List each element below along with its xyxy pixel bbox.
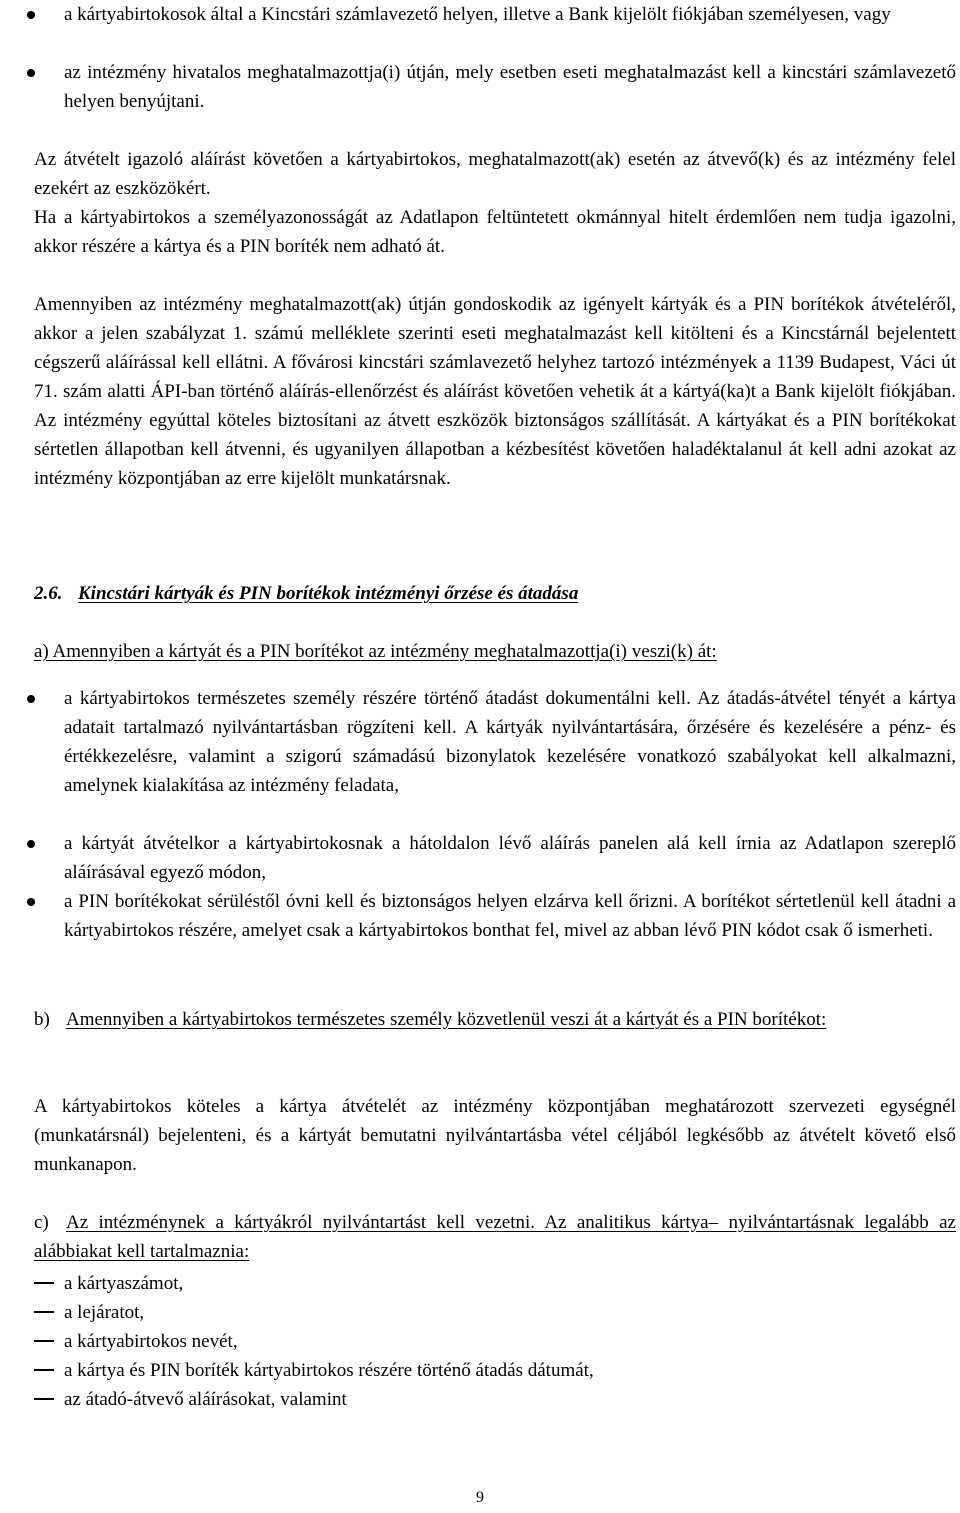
dash-icon [34, 1311, 54, 1313]
section-title: Kincstári kártyák és PIN borítékok intézményi őrzése és átadása [78, 583, 579, 604]
item-c-label: c) [34, 1212, 49, 1233]
dash-list-item: a kártyabirtokos nevét, [64, 1331, 238, 1352]
item-b-text: Amennyiben a kártyabirtokos természetes személy közvetlenül veszi át a kártyát és a PIN borítékot: [66, 1009, 827, 1030]
dash-list-item: az átadó-átvevő aláírásokat, valamint [64, 1389, 347, 1410]
section-heading [34, 579, 63, 608]
item-a-text: Amennyiben a kártyát és a PIN borítékot az intézmény meghatalmazottja(i) veszi(k) át: [52, 641, 717, 662]
item-a-label: a) [34, 641, 49, 662]
item-b-label: b) [34, 1009, 50, 1030]
list-item: a kártyabirtokosok által a Kincstári számlavezető helyen, illetve a Bank kijelölt fiókjában személyesen, vagy [64, 4, 891, 25]
paragraph-amennyiben: Amennyiben az intézmény meghatalmazott(ak) útján gondoskodik az igényelt kártyák és a PIN borítékok átvételéről, akkor a jelen szabályzat 1. számú melléklete szerinti eseti meghatalmazást kell kitölteni és a Kincstárnál bejelentett cégszerű aláírással kell ellátni. A fővárosi kincstári számlavezető helyhez tartozó intézmények a 1139 Budapest, Váci út 71. szám alatti ÁPI-ban történő aláírás-ellenőrzést és aláírást követően vehetik át a kártyá(ka)t a Bank kijelölt fiókjában. Az intézmény egyúttal köteles biztosítani az átvett eszközök biztonságos szállítását. A kártyákat és a PIN borítékokat sértetlen állapotban kell átvenni, és ugyanilyen állapotban a kézbesítést követően haladéktalanul át kell adni azokat az intézmény központjában az erre kijelölt munkatársnak. [34, 294, 956, 489]
paragraph-atvetelt: Az átvételt igazoló aláírást követően a kártyabirtokos, meghatalmazott(ak) esetén az átvevő(k) és az intézmény felel ezekért az eszközökért. [34, 149, 956, 199]
dash-list-item: a kártyaszámot, [64, 1273, 184, 1294]
list-item: az intézmény hivatalos meghatalmazottja(i) útján, mely esetben eseti meghatalmazást kell a kincstári számlavezető helyen benyújtani. [64, 62, 956, 112]
section-number: 2.6. [34, 583, 63, 604]
bullet-icon [27, 69, 35, 77]
dash-list-item: a lejáratot, [64, 1302, 145, 1323]
dash-icon [34, 1369, 54, 1371]
dash-icon [34, 1398, 54, 1400]
paragraph-ha: Ha a kártyabirtokos a személyazonosságát az Adatlapon feltüntetett okmánnyal hitelt érdemlően nem tudja igazolni, akkor részére a kártya és a PIN boríték nem adható át. [34, 207, 956, 257]
dash-icon [34, 1340, 54, 1342]
list-item: a kártyabirtokos természetes személy részére történő átadást dokumentálni kell. Az átadás-átvétel tényét a kártya adatait tartalmazó nyilvántartásban rögzíteni kell. A kártyák nyilvántartására, őrzésére és kezelésére a pénz- és értékkezelésre, valamint a szigorú számadású bizonylatok kezelésére vonatkozó szabályokat kell alkalmazni, amelynek kialakítása az intézmény feladata, [64, 688, 956, 796]
page-number: 9 [476, 1489, 484, 1506]
bullet-icon [27, 898, 35, 906]
item-c-text: Az intézménynek a kártyákról nyilvántartást kell vezetni. Az analitikus kártya– nyilvántartásnak legalább az alábbiakat kell tartalmaznia: [34, 1212, 956, 1262]
item-b-body: A kártyabirtokos köteles a kártya átvételét az intézmény központjában meghatározott szervezeti egységnél (munkatársnál) bejelenteni, és a kártyát bemutatni nyilvántartásba vétel céljából legkésőbb az átvételt követő első munkanapon. [34, 1096, 956, 1175]
list-item: a PIN borítékokat sérüléstől óvni kell és biztonságos helyen elzárva kell őrizni. A borítékot sértetlenül kell átadni a kártyabirtokos részére, amelyet csak a kártyabirtokos bonthat fel, mivel az abban lévő PIN kódot csak ő ismerheti. [64, 891, 956, 941]
bullet-icon [27, 840, 35, 848]
item-a-heading [34, 637, 956, 666]
dash-icon [34, 1282, 54, 1284]
bullet-icon [27, 695, 35, 703]
bullet-icon [27, 11, 35, 19]
list-item: a kártyát átvételkor a kártyabirtokosnak a hátoldalon lévő aláírás panelen alá kell írnia az Adatlapon szereplő aláírásával egyező módon, [64, 833, 956, 883]
dash-list-item: a kártya és PIN boríték kártyabirtokos részére történő átadás dátumát, [64, 1360, 594, 1381]
